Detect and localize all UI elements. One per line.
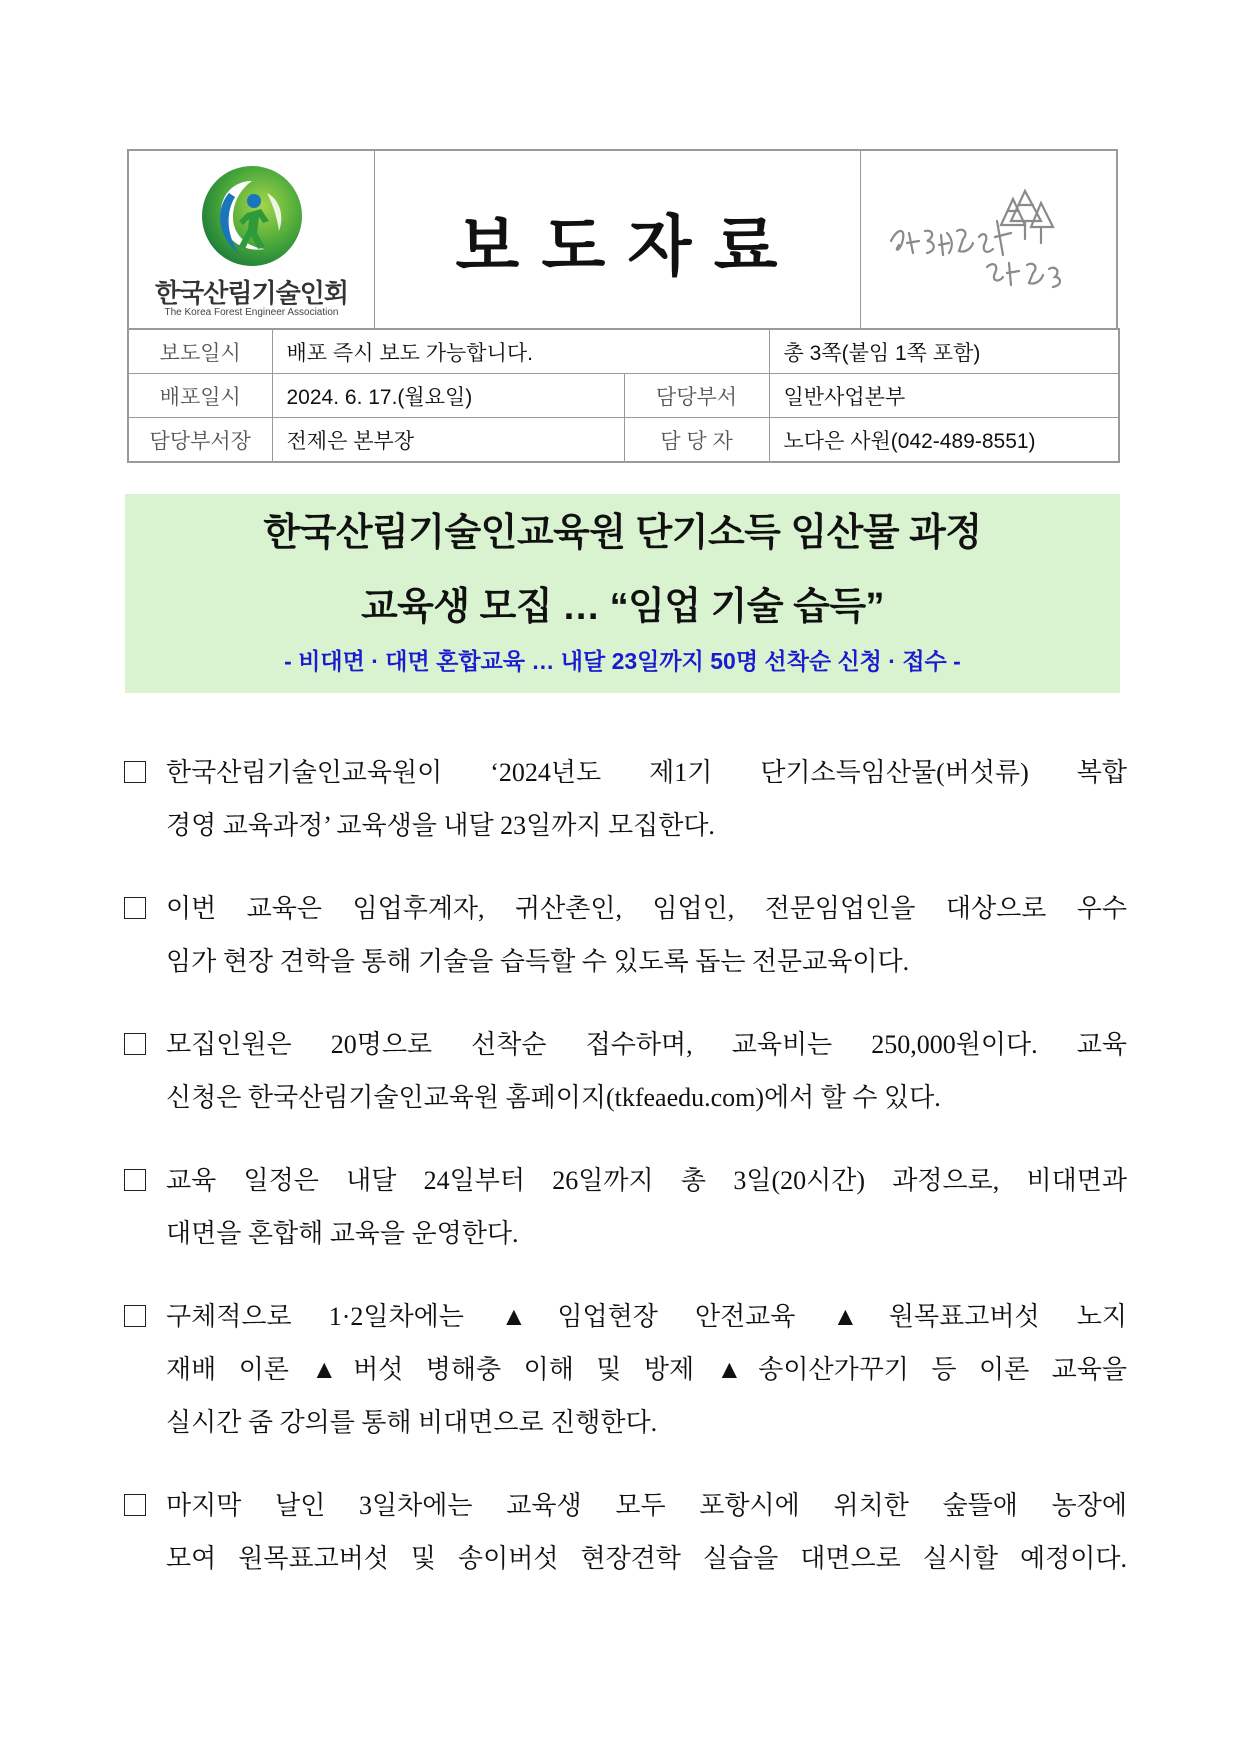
checkbox-bullet-icon [124, 1033, 146, 1055]
distribution-date-label: 배포일시 [128, 374, 272, 418]
paragraph-line: 구체적으로 1·2일차에는 ▲임업현장 안전교육 ▲원목표고버섯 노지 [166, 1302, 1127, 1331]
release-time-value: 배포 즉시 보도 가능합니다. [272, 329, 769, 374]
release-time-label: 보도일시 [128, 329, 272, 374]
logo-korean-name: 한국산림기술인회 [155, 278, 348, 308]
distribution-date-value: 2024. 6. 17.(월요일) [272, 374, 624, 418]
paragraph-line: 임가 현장 견학을 통해 기술을 습득할 수 있도록 돕는 전문교육이다. [166, 947, 910, 976]
department-value: 일반사업본부 [769, 374, 1119, 418]
body-paragraph [124, 882, 1127, 988]
checkbox-bullet-icon [124, 1494, 146, 1516]
checkbox-bullet-icon [124, 761, 146, 783]
paragraph-line: 모여 원목표고버섯 및 송이버섯 현장견학 실습을 대면으로 실시할 예정이다. [166, 1544, 1127, 1573]
body-paragraph [124, 1479, 1127, 1585]
table-row [128, 329, 1119, 374]
body-text [124, 746, 1127, 1615]
association-logo-icon [199, 163, 305, 269]
paragraph-line: 한국산림기술인교육원이 ‘2024년도 제1기 단기소득임산물(버섯류) 복합 [166, 758, 1127, 787]
headline-box [125, 494, 1120, 693]
paragraph-line: 경영 교육과정’ 교육생을 내달 23일까지 모집한다. [166, 811, 715, 840]
headline-subtitle: - 비대면 · 대면 혼합교육 … 내달 23일까지 50명 선착순 신청 · 접수 - [284, 648, 961, 674]
paragraph-line: 마지막 날인 3일차에는 교육생 모두 포항시에 위치한 숲뜰애 농장에 [166, 1491, 1127, 1520]
press-header [127, 149, 1118, 329]
release-info-table [127, 328, 1120, 463]
body-paragraph [124, 746, 1127, 852]
page-title: 보 도 자 료 [455, 208, 780, 283]
paragraph-line: 재배 이론 ▲버섯 병해충 이해 및 방제 ▲송이산가꾸기 등 이론 교육을 [166, 1355, 1127, 1384]
paragraph-line: 이번 교육은 임업후계자, 귀산촌인, 임업인, 전문임업인을 대상으로 우수 [166, 894, 1127, 923]
paragraph-line: 모집인원은 20명으로 선착순 접수하며, 교육비는 250,000원이다. 교육 [166, 1030, 1127, 1059]
contact-person-label: 담 당 자 [624, 418, 769, 463]
body-paragraph [124, 1290, 1127, 1449]
body-paragraph [124, 1018, 1127, 1124]
paragraph-line: 교육 일정은 내달 24일부터 26일까지 총 3일(20시간) 과정으로, 비대면과 [166, 1166, 1127, 1195]
headline-line: 한국산림기술인교육원 단기소득 임산물 과정 [263, 512, 982, 554]
calligraphy-image [883, 181, 1098, 301]
table-row [128, 374, 1119, 418]
paragraph-line: 신청은 한국산림기술인교육원 홈페이지(tkfeaedu.com)에서 할 수 있다. [166, 1083, 941, 1112]
department-label: 담당부서 [624, 374, 769, 418]
department-head-value: 전제은 본부장 [272, 418, 624, 463]
title-cell [375, 151, 861, 329]
paragraph-line: 대면을 혼합해 교육을 운영한다. [166, 1219, 519, 1248]
checkbox-bullet-icon [124, 1305, 146, 1327]
table-row [128, 418, 1119, 463]
department-head-label: 담당부서장 [128, 418, 272, 463]
checkbox-bullet-icon [124, 1169, 146, 1191]
contact-person-value: 노다은 사원(042-489-8551) [769, 418, 1119, 463]
headline-line: 교육생 모집 … “임업 기술 습득” [360, 586, 885, 628]
logo-cell [129, 151, 375, 329]
paragraph-line: 실시간 줌 강의를 통해 비대면으로 진행한다. [166, 1408, 658, 1437]
calligraphy-cell [861, 151, 1120, 329]
checkbox-bullet-icon [124, 897, 146, 919]
logo-english-name: The Korea Forest Engineer Association [164, 307, 339, 318]
page-count: 총 3쪽(붙임 1쪽 포함) [769, 329, 1119, 374]
body-paragraph [124, 1154, 1127, 1260]
